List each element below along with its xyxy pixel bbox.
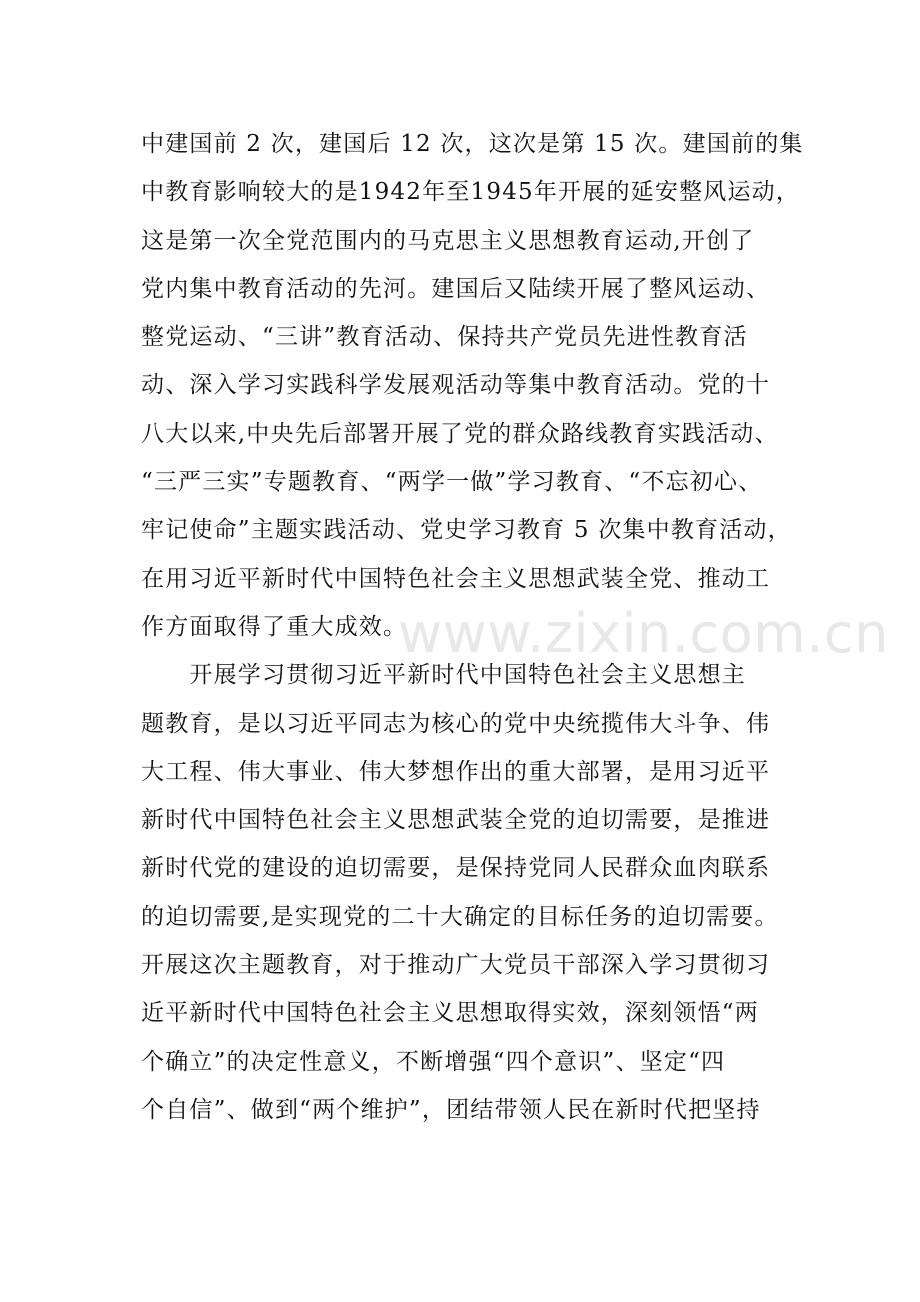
text-line: 新时代党的建设的迫切需要，是保持党同人民群众血肉联系 <box>141 855 771 882</box>
text-line: 个自信”、做到“两个维护”，团结带领人民在新时代把坚持 <box>141 1096 761 1123</box>
text-line: 动、深入学习实践科学发展观活动等集中教育活动。党的十 <box>141 372 771 399</box>
text-line: 的迫切需要,是实现党的二十大确定的目标任务的迫切需要。 <box>141 903 779 930</box>
text-line: 在用习近平新时代中国特色社会主义思想武装全党、推动工 <box>141 565 771 592</box>
text-line: 整党运动、“三讲”教育活动、保持共产党员先进性教育活 <box>141 324 748 351</box>
text-line: 中建国前 2 次，建国后 12 次，这次是第 15 次。建国前的集 <box>141 131 804 157</box>
text-line: 新时代中国特色社会主义思想武装全党的迫切需要，是推进 <box>141 807 771 834</box>
text-line: 大工程、伟大事业、伟大梦想作出的重大部署，是用习近平 <box>141 758 771 785</box>
text-line: 党内集中教育活动的先河。建国后又陆续开展了整风运动、 <box>141 275 771 302</box>
text-line: 这是第一次全党范围内的马克思主义思想教育运动,开创了 <box>141 227 755 254</box>
text-line: “三严三实”专题教育、“两学一做”学习教育、“不忘初心、 <box>141 469 763 496</box>
text-line: 中教育影响较大的是1942年至1945年开展的延安整风运动， <box>141 179 801 206</box>
text-line: 题教育，是以习近平同志为核心的党中央统揽伟大斗争、伟 <box>141 710 771 737</box>
text-line: 作方面取得了重大成效。 <box>141 613 408 640</box>
text-line: 开展学习贯彻习近平新时代中国特色社会主义思想主 <box>141 662 746 689</box>
text-line: 近平新时代中国特色社会主义思想取得实效，深刻领悟“两 <box>141 1000 759 1027</box>
text-line: 个确立”的决定性意义，不断增强“四个意识”、坚定“四 <box>141 1048 726 1075</box>
watermark: www.zixin.com.cn <box>398 602 889 665</box>
text-line: 开展这次主题教育，对于推动广大党员干部深入学习贯彻习 <box>141 952 771 979</box>
document-body <box>141 120 821 1134</box>
text-line: 牢记使命”主题实践活动、党史学习教育 5 次集中教育活动， <box>141 517 792 544</box>
text-line: 八大以来,中央先后部署开展了党的群众路线教育实践活动、 <box>141 420 779 447</box>
